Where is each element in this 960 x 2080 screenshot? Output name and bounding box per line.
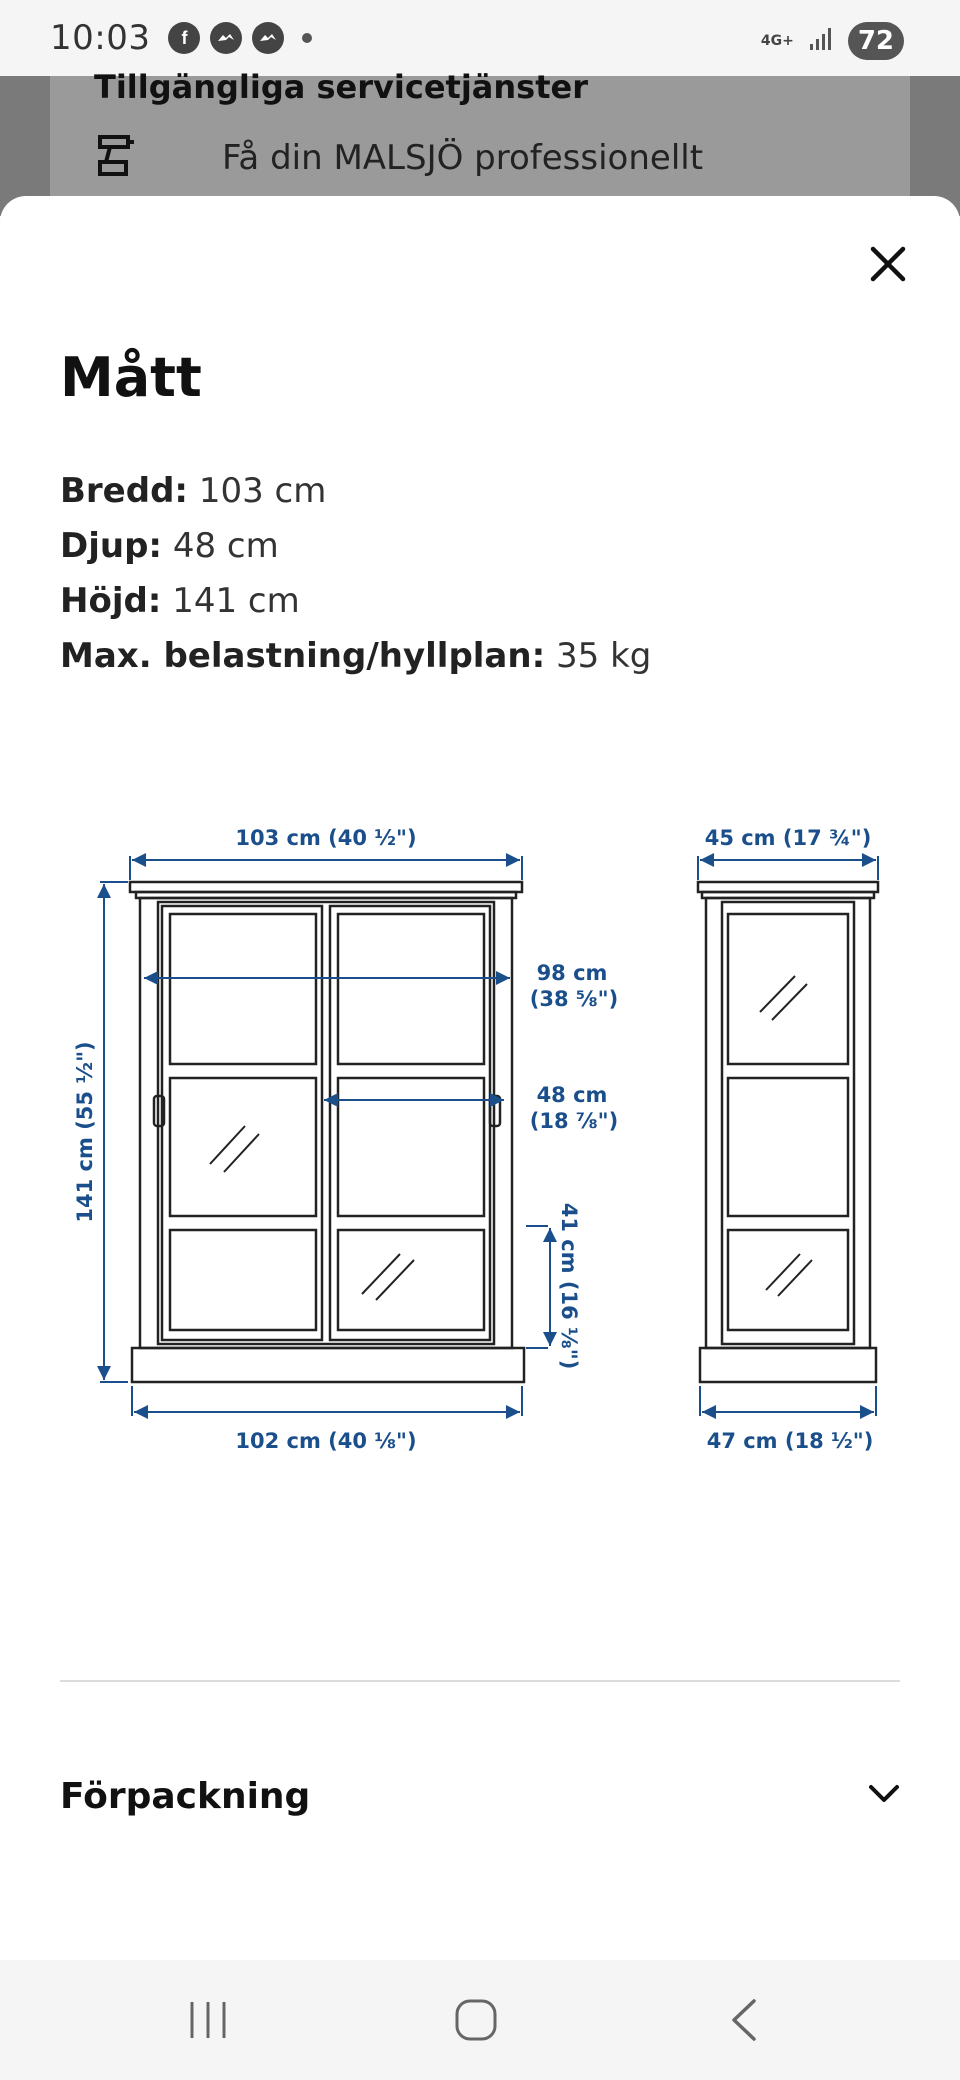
signal-icon bbox=[808, 26, 834, 56]
accordion-label: Förpackning bbox=[60, 1775, 311, 1817]
home-icon bbox=[454, 1998, 498, 2042]
more-notifications-icon bbox=[302, 33, 312, 43]
status-time: 10:03 bbox=[50, 18, 151, 58]
network-type: 4G+ bbox=[760, 33, 794, 49]
recent-apps-button[interactable] bbox=[168, 1990, 248, 2050]
background-heading: Tillgängliga servicetjänster bbox=[94, 68, 588, 106]
messenger-icon bbox=[210, 22, 242, 54]
dimmed-background[interactable] bbox=[0, 68, 960, 216]
dim-side-bottom-depth: 47 cm (18 ½") bbox=[706, 1429, 874, 1453]
dim-inner-width-2: 48 cm bbox=[536, 1083, 608, 1107]
chevron-down-icon bbox=[868, 1784, 900, 1808]
status-bar bbox=[0, 0, 960, 76]
home-button[interactable] bbox=[436, 1990, 516, 2050]
spec-label: Bredd: bbox=[60, 471, 189, 511]
packaging-accordion[interactable] bbox=[60, 1756, 900, 1836]
background-service-row bbox=[96, 134, 703, 182]
status-right bbox=[761, 22, 904, 60]
dim-height: 141 cm (55 ½") bbox=[73, 1041, 97, 1223]
dim-front-top-width: 103 cm (40 ½") bbox=[235, 826, 417, 850]
dim-front-bottom-width: 102 cm (40 ⅛") bbox=[235, 1429, 417, 1453]
spec-label: Djup: bbox=[60, 526, 163, 566]
dimensions-sheet bbox=[0, 196, 960, 1960]
side-view-drawing bbox=[698, 882, 878, 1382]
battery-level: 72 bbox=[848, 22, 904, 60]
spec-row-width bbox=[60, 464, 651, 519]
dim-side-top-depth: 45 cm (17 ¾") bbox=[704, 826, 872, 850]
spec-list bbox=[60, 464, 651, 684]
dim-shelf-height: 41 cm (16 ⅛") bbox=[557, 1202, 581, 1370]
page-title: Mått bbox=[60, 346, 202, 409]
front-view-drawing bbox=[130, 882, 524, 1382]
recent-apps-icon bbox=[186, 2000, 230, 2040]
close-button[interactable] bbox=[860, 236, 916, 292]
divider bbox=[60, 1680, 900, 1682]
navigation-bar bbox=[0, 1960, 960, 2080]
spec-label: Höjd: bbox=[60, 581, 162, 621]
messenger-icon bbox=[252, 22, 284, 54]
spec-row-height bbox=[60, 574, 651, 629]
back-icon bbox=[729, 1998, 759, 2042]
background-service-text: Få din MALSJÖ professionellt bbox=[222, 138, 704, 178]
spec-row-max-load bbox=[60, 629, 651, 684]
spec-row-depth bbox=[60, 519, 651, 574]
dim-inner-width-2-in: (18 ⅞") bbox=[529, 1109, 619, 1133]
dimension-diagram bbox=[60, 816, 900, 1516]
dim-inner-width-1-in: (38 ⅝") bbox=[529, 987, 619, 1011]
close-icon bbox=[868, 244, 908, 284]
spec-value: 48 cm bbox=[172, 526, 279, 566]
dim-inner-width-1: 98 cm bbox=[536, 961, 608, 985]
back-button[interactable] bbox=[704, 1990, 784, 2050]
spec-value: 103 cm bbox=[198, 471, 327, 511]
notification-icons bbox=[168, 22, 312, 54]
spec-value: 35 kg bbox=[556, 636, 652, 676]
spec-value: 141 cm bbox=[172, 581, 300, 621]
spec-label: Max. belastning/hyllplan: bbox=[60, 636, 546, 676]
drill-icon bbox=[96, 134, 136, 182]
facebook-icon: f bbox=[168, 22, 200, 54]
